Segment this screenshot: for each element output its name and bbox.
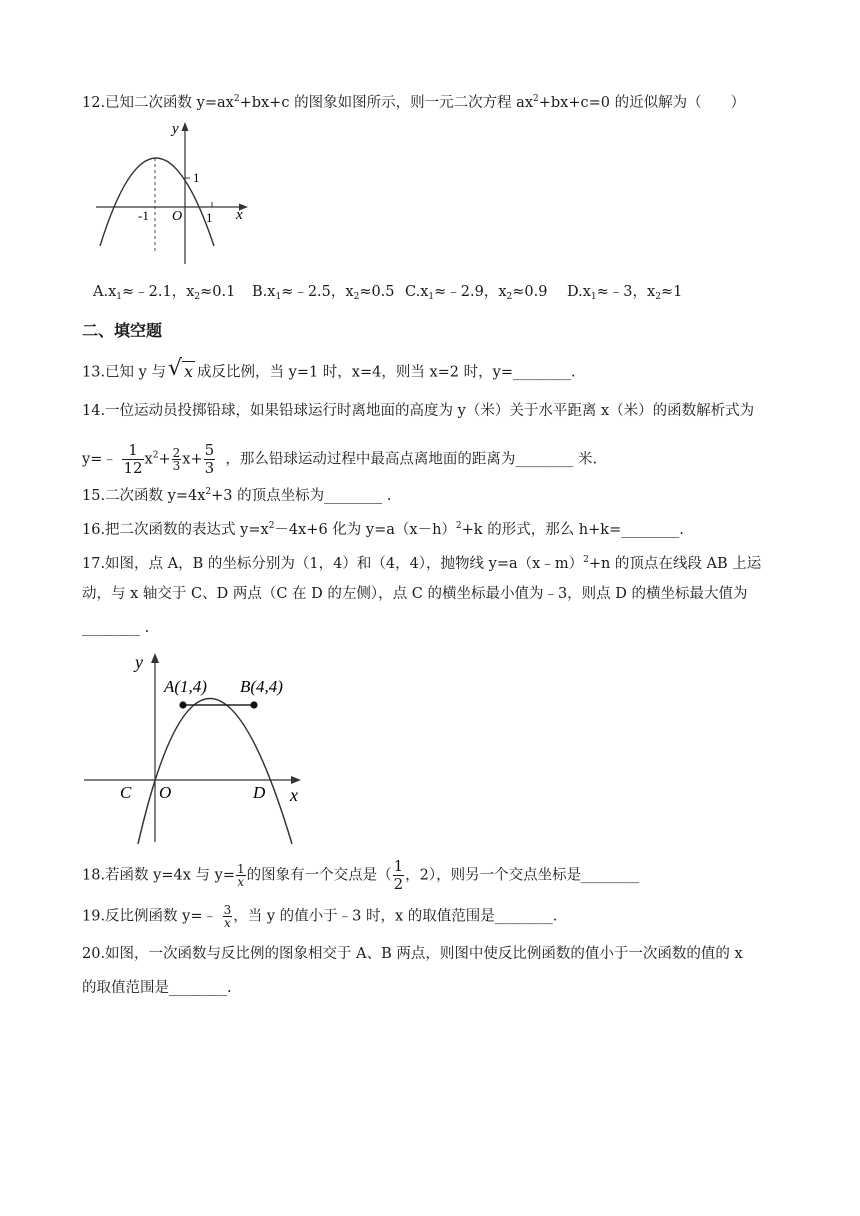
q12-y-arrow xyxy=(182,122,189,131)
q17-line2: 动，与 x 轴交于 C、D 两点（C 在 D 的左侧），点 C 的横坐标最小值为﹣3，则点 D 的横坐标最大值为 xyxy=(82,586,748,602)
q17-parabola-figure xyxy=(80,648,310,844)
q14-pre: y=﹣ xyxy=(82,451,117,468)
q17-label-b: B(4,4) xyxy=(240,677,283,696)
q12-origin-label: O xyxy=(172,209,183,224)
q17-parabola xyxy=(138,699,292,845)
q18-frac-half: $\frac{1}{2}$ xyxy=(393,857,404,893)
q12-parabola-figure xyxy=(90,116,260,268)
q17-line3: ________ . xyxy=(82,620,150,636)
q15: 15.二次函数 $y=4x^2+3$ 的顶点坐标为________ . xyxy=(82,487,392,504)
q13-radicand: x xyxy=(183,362,194,381)
q20-line2: 的取值范围是________. xyxy=(82,980,232,996)
q12-x-label: x xyxy=(236,207,243,223)
q17-y-label: y xyxy=(135,652,143,672)
q16: 16.把二次函数的表达式 $y=x^2-4x+6$ 化为 $y=a(x-h)^2+k$ 的形式，那么 h+k=________. xyxy=(82,521,684,538)
q12-tick-label-y1: 1 xyxy=(193,170,200,185)
q13-pre: 13.已知 y 与 xyxy=(82,364,166,381)
q14-frac-3: $\frac{5}{3}$ xyxy=(204,441,215,477)
q14-line1: 14.一位运动员投掷铅球，如果铅球运行时离地面的高度为 y（米）关于水平距离 x（米）的函数解析式为 xyxy=(82,403,755,419)
q12-y-label: y xyxy=(172,121,179,137)
q20-line1: 20.如图，一次函数与反比例的图象相交于 A、B 两点，则图中使反比例函数的值小于一次函数的值的 x xyxy=(82,946,743,962)
q14-frac-1: $\frac{1}{12}$ xyxy=(123,441,143,477)
q18: 18.若函数 y=4x 与 y= $\frac{1}{x}$ 的图象有一个交点是（ $\frac{1}{2}$ ，2），则另一个交点坐标是________ xyxy=(82,857,640,893)
option-d[interactable]: D.x1≈﹣3，x2≈1 xyxy=(567,284,683,302)
q12-stem-c: +bx+c=0 的近似解为（ ） xyxy=(538,95,746,111)
q17-origin-label: O xyxy=(159,783,172,802)
q14-post: ，那么铅球运动过程中最高点离地面的距离为________ 米. xyxy=(225,451,598,468)
q13 xyxy=(82,356,576,383)
q14-line2: y=﹣ $\frac{1}{12}$ $x^2+$ $\frac{2}{3}$ x+ $\frac{5}{3}$ ，那么铅球运动过程中最高点离地面的距离为________ 米. xyxy=(82,441,598,477)
option-b[interactable]: B.x1≈﹣2.5，x2≈0.5 xyxy=(252,284,395,302)
q17-label-d: D xyxy=(253,783,266,802)
q12-stem-b: +bx+c 的图象如图所示，则一元二次方程 ax xyxy=(239,95,533,111)
q17-label-c: C xyxy=(120,783,132,802)
q17-point-b xyxy=(250,701,257,708)
q13-sqrt xyxy=(167,356,195,383)
q13-post: 成反比例，当 y=1 时，x=4，则当 x=2 时，y=________. xyxy=(197,364,576,381)
q17-point-a xyxy=(179,701,186,708)
q12-sup: 2 xyxy=(533,94,539,104)
q17-label-a: A(1,4) xyxy=(164,677,207,696)
q17-line1: 17.如图，点 A，B 的坐标分别为（1，4）和（4，4），抛物线 y=a（x﹣m）$^2$+n 的顶点在线段 AB 上运 xyxy=(82,555,762,572)
option-c[interactable]: C.x1≈﹣2.9，x2≈0.9 xyxy=(405,284,548,302)
section-title: 二、填空题 xyxy=(82,321,163,340)
q12-stem xyxy=(82,89,745,113)
q12-tick-label-neg1: -1 xyxy=(138,208,149,223)
q17-x-label: x xyxy=(290,785,298,805)
option-a[interactable]: A.x1≈﹣2.1，x2≈0.1 xyxy=(93,284,236,302)
q12-tick-label-x1: 1 xyxy=(206,210,213,225)
q17-x-arrow xyxy=(291,776,301,784)
q19: 19.反比例函数 y=﹣ $\frac{3}{x}$ ，当 y 的值小于﹣3 时，x 的取值范围是________. xyxy=(82,903,558,930)
q12-sup: 2 xyxy=(233,94,240,104)
q19-frac: $\frac{3}{x}$ xyxy=(223,903,232,930)
q14-frac-2: $\frac{2}{3}$ xyxy=(172,446,181,473)
radical-sign-icon: √ xyxy=(167,356,183,381)
q12-options xyxy=(93,282,682,307)
q18-frac-1x: $\frac{1}{x}$ xyxy=(236,862,245,889)
q17-y-arrow xyxy=(151,653,159,663)
q12-stem-a: 12.已知二次函数 y=ax xyxy=(82,95,234,111)
